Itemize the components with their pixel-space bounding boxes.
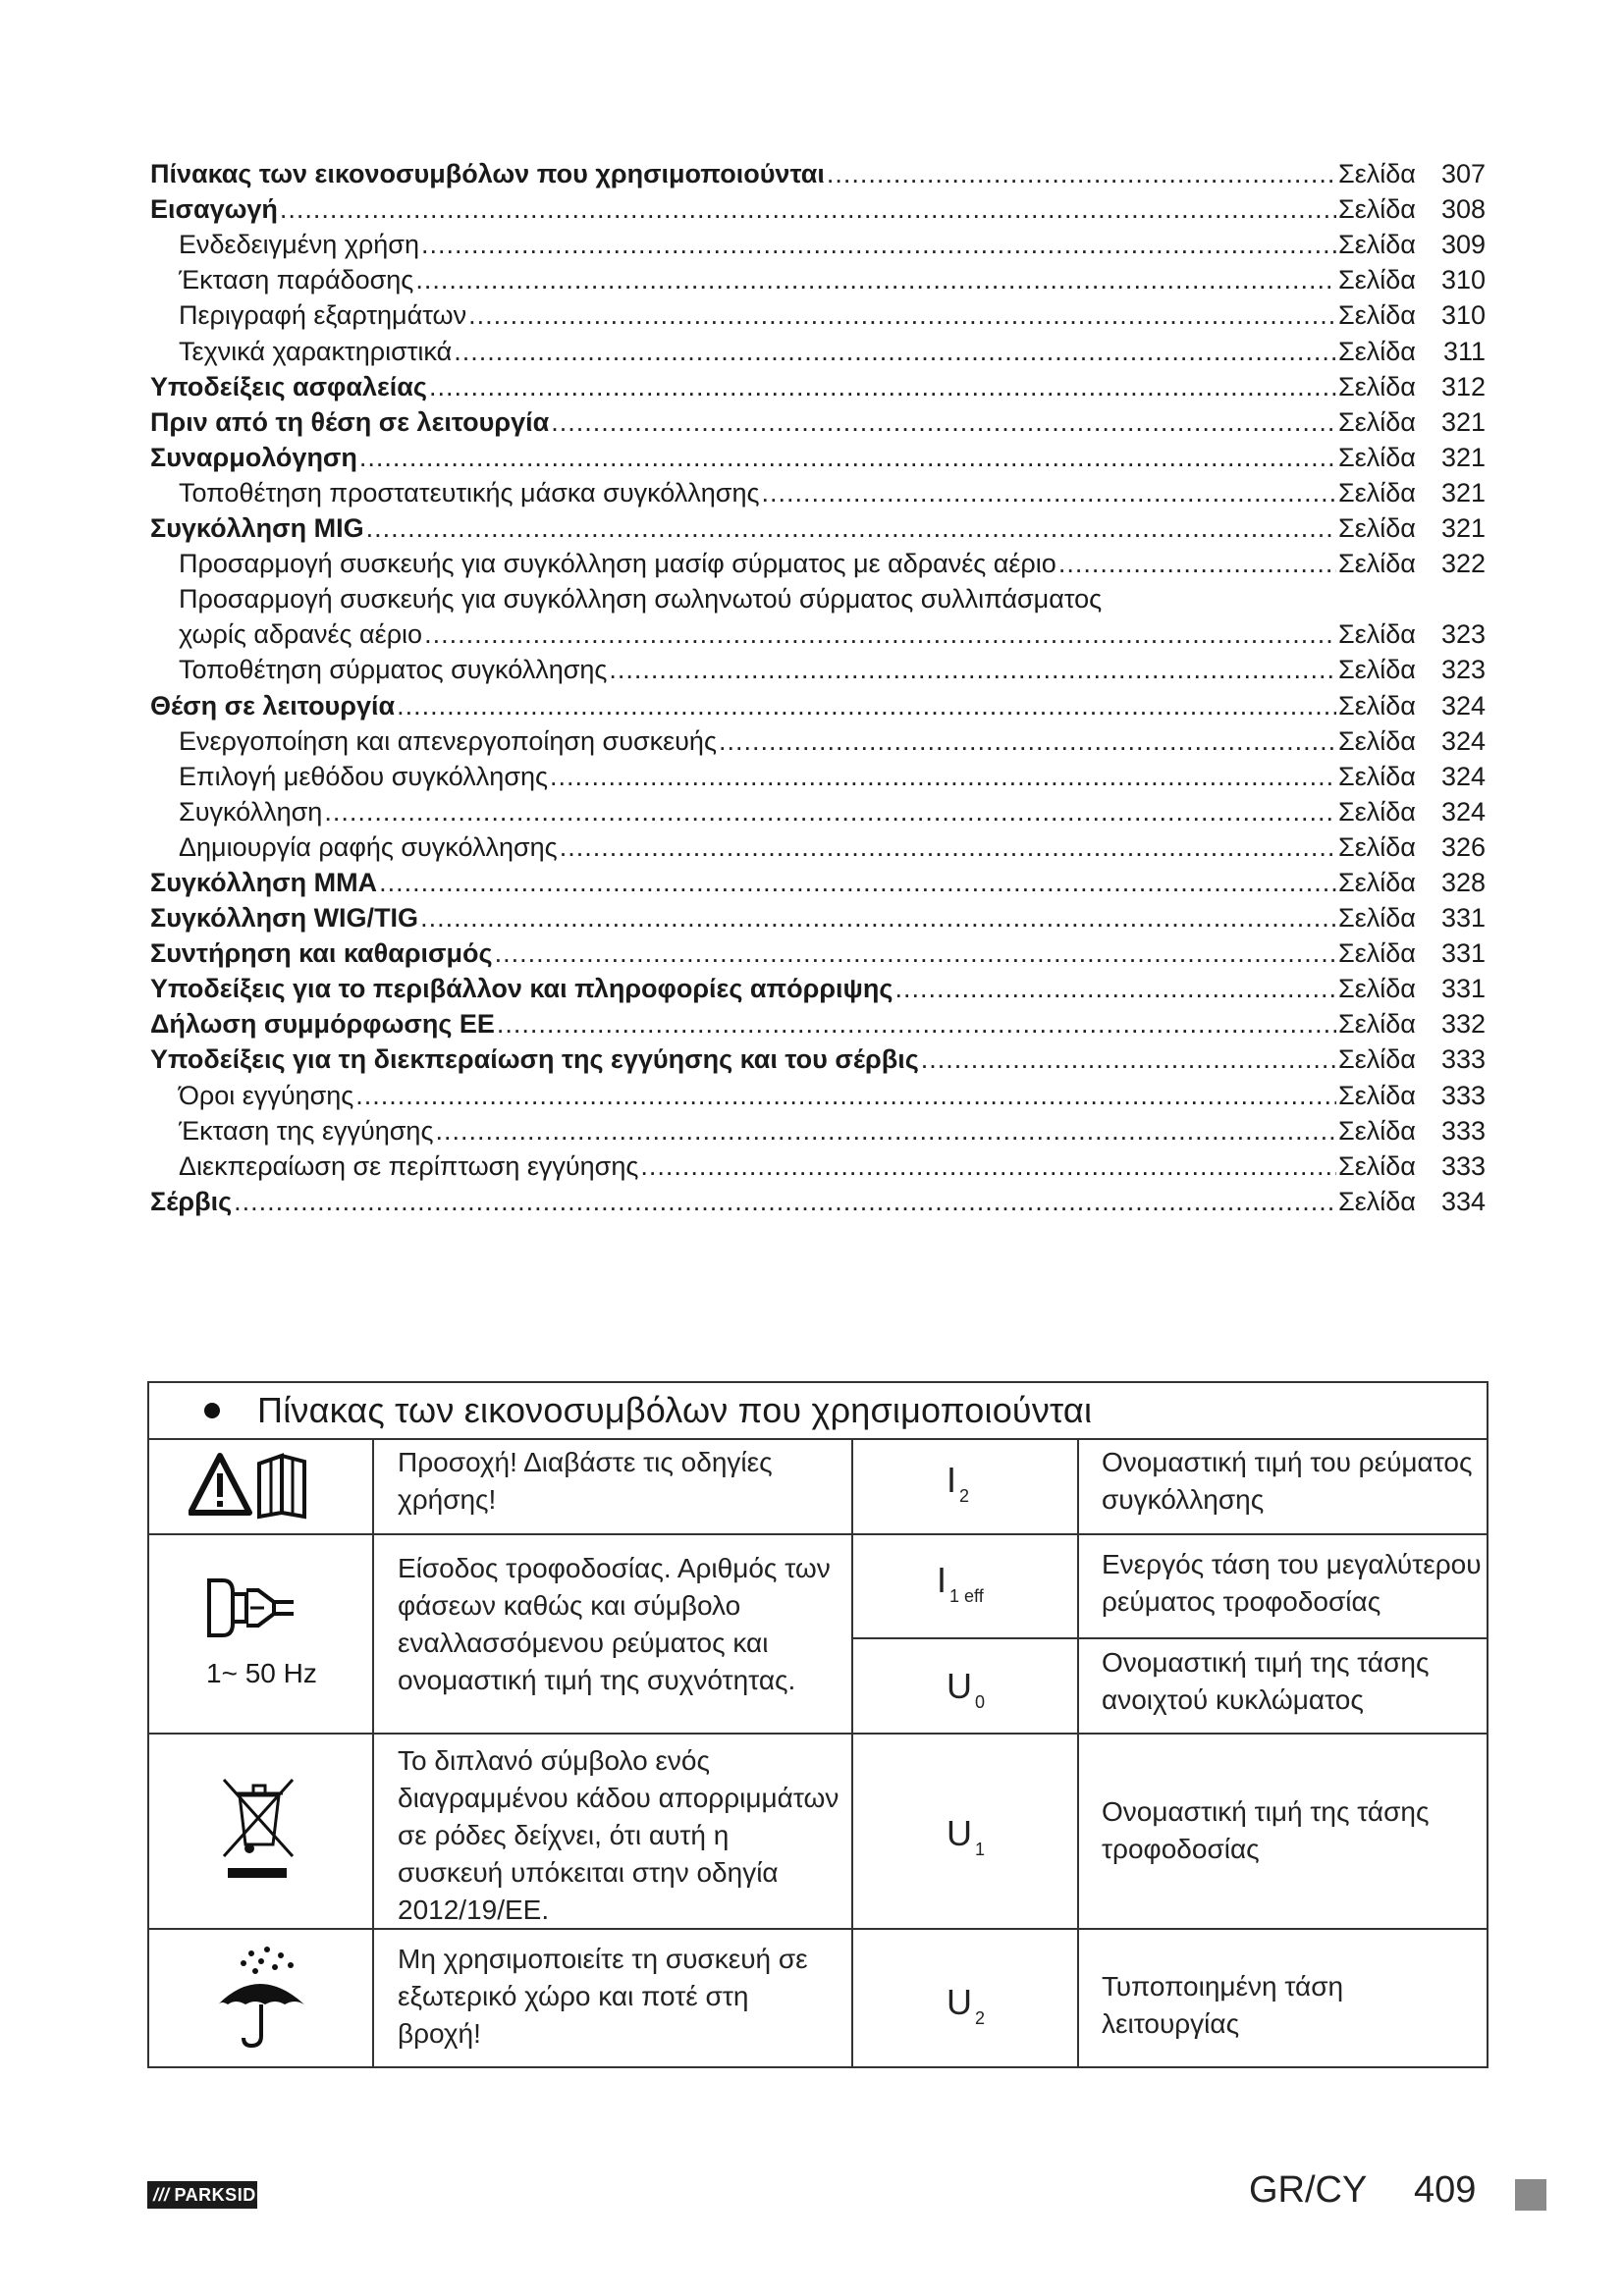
toc-dot-leader xyxy=(397,691,1336,721)
toc-page-number: 333 xyxy=(1440,1044,1486,1075)
toc-entry-title: Συγκόλληση xyxy=(179,796,323,827)
toc-page-label: Σελίδα xyxy=(1338,1080,1416,1110)
toc-entry-title: Συγκόλληση MIG xyxy=(150,513,364,544)
toc-page-number: 324 xyxy=(1440,761,1486,791)
symbol-table-header xyxy=(149,1383,1487,1440)
toc-entry xyxy=(150,402,1486,438)
toc-entry-title: Προσαρμογή συσκευής για συγκόλληση σωληνωτού σύρματος συλλιπάσματος xyxy=(179,584,1103,614)
symbol-code-u1: U $_1$ xyxy=(947,1813,986,1859)
toc-dot-leader xyxy=(609,655,1336,685)
toc-entry xyxy=(150,1147,1486,1182)
toc-entry xyxy=(150,154,1486,189)
toc-dot-leader xyxy=(435,1116,1336,1147)
toc-dot-leader xyxy=(454,337,1336,367)
toc-page-number: 331 xyxy=(1440,974,1486,1004)
power-plug-icon xyxy=(203,1573,301,1641)
toc-page-number: 328 xyxy=(1440,867,1486,897)
toc-entry-title: Διεκπεραίωση σε περίπτωση εγγύησης xyxy=(179,1150,639,1181)
toc-dot-leader xyxy=(420,903,1336,934)
footer-marker-square xyxy=(1515,2179,1546,2211)
toc-page-label: Σελίδα xyxy=(1338,974,1416,1004)
symbol-desc-umbrella: Μη χρησιμοποιείτε τη συσκευή σε εξωτερικό χώρο και ποτέ στη βροχή! xyxy=(398,1944,808,2049)
symbol-desc-u2: Τυποποιημένη τάση λειτουργίας xyxy=(1102,1971,1344,2039)
toc-entry-title: Υποδείξεις για τη διεκπεραίωση της εγγύησης και του σέρβις xyxy=(150,1044,919,1075)
toc-dot-leader xyxy=(551,407,1336,438)
symbol-table-title: Πίνακας των εικονοσυμβόλων που χρησιμοποιούνται xyxy=(257,1390,1093,1430)
toc-dot-leader xyxy=(761,478,1336,508)
toc-page-label: Σελίδα xyxy=(1338,230,1416,260)
symbol-code-i1eff: I $_{1 eff}$ xyxy=(937,1560,984,1606)
toc-entry xyxy=(150,473,1486,508)
toc-dot-leader xyxy=(421,230,1336,260)
toc-dot-leader xyxy=(827,159,1336,189)
toc-entry-title: χωρίς αδρανές αέριο xyxy=(179,619,423,650)
toc-entry-title: Ενεργοποίηση και απενεργοποίηση συσκευής xyxy=(179,725,717,756)
symbol-desc-u1: Ονομαστική τιμή της τάσης τροφοδοσίας xyxy=(1102,1796,1430,1864)
toc-page-number: 332 xyxy=(1440,1009,1486,1040)
toc-entry-title: Προσαρμογή συσκευής για συγκόλληση μασίφ σύρματος με αδρανές αέριο xyxy=(179,549,1056,579)
toc-entry xyxy=(150,792,1486,828)
toc-dot-leader xyxy=(424,619,1336,650)
toc-page-label: Σελίδα xyxy=(1338,406,1416,437)
toc-dot-leader xyxy=(379,868,1336,898)
toc-page-label: Σελίδα xyxy=(1338,300,1416,331)
toc-dot-leader xyxy=(280,194,1336,225)
toc-entry xyxy=(150,757,1486,792)
toc-page-number: 331 xyxy=(1440,938,1486,969)
toc-page-number: 310 xyxy=(1440,265,1486,295)
toc-entry-title: Συγκόλληση WIG/TIG xyxy=(150,903,419,934)
toc-page-number: 323 xyxy=(1440,655,1486,685)
toc-page-label: Σελίδα xyxy=(1338,619,1416,650)
symbol-desc-i1eff: Ενεργός τάση του μεγαλύτερου ρεύματος τροφοδοσίας xyxy=(1102,1549,1482,1617)
toc-entry-title: Ενδεδειγμένη χρήση xyxy=(179,230,419,260)
toc-page-number: 312 xyxy=(1440,371,1486,401)
toc-entry-title: Περιγραφή εξαρτημάτων xyxy=(179,300,467,331)
toc-entry-title: Συγκόλληση MMA xyxy=(150,867,378,897)
toc-page-label: Σελίδα xyxy=(1338,336,1416,366)
toc-page-number: 321 xyxy=(1440,442,1486,472)
toc-page-label: Σελίδα xyxy=(1338,725,1416,756)
toc-entry-title: Δήλωση συμμόρφωσης ΕΕ xyxy=(150,1009,495,1040)
toc-page-number: 333 xyxy=(1440,1150,1486,1181)
toc-entry xyxy=(150,295,1486,331)
symbol-cell-power xyxy=(149,1535,372,1732)
toc-entry-title: Σέρβις xyxy=(150,1186,233,1216)
footer-locale: GR/CY xyxy=(1249,2169,1368,2211)
toc-page-label: Σελίδα xyxy=(1338,1150,1416,1181)
symbol-cell-warning xyxy=(149,1438,372,1533)
toc-page-number: 307 xyxy=(1440,159,1486,189)
toc-entry xyxy=(150,898,1486,934)
symbol-code-u2: U $_2$ xyxy=(947,1982,986,2028)
toc-page-label: Σελίδα xyxy=(1338,903,1416,934)
toc-dot-leader xyxy=(550,762,1336,792)
toc-page-number: 324 xyxy=(1440,796,1486,827)
toc-page-label: Σελίδα xyxy=(1338,796,1416,827)
symbol-code-i2: I $_2$ xyxy=(947,1460,970,1506)
toc-page-number: 311 xyxy=(1442,336,1486,366)
toc-page-number: 308 xyxy=(1440,194,1486,225)
toc-page-label: Σελίδα xyxy=(1338,938,1416,969)
toc-entry xyxy=(150,189,1486,225)
toc-entry xyxy=(150,1111,1486,1147)
toc-dot-leader xyxy=(359,443,1336,473)
toc-dot-leader xyxy=(324,797,1336,828)
toc-page-number: 333 xyxy=(1440,1115,1486,1146)
toc-entry-title: Επιλογή μεθόδου συγκόλλησης xyxy=(179,761,549,791)
toc-page-label: Σελίδα xyxy=(1338,194,1416,225)
toc-page-number: 331 xyxy=(1440,903,1486,934)
toc-dot-leader xyxy=(719,726,1336,757)
toc-dot-leader xyxy=(366,513,1336,544)
toc-page-label: Σελίδα xyxy=(1338,442,1416,472)
toc-page-label: Σελίδα xyxy=(1338,1009,1416,1040)
toc-entry-title: Δημιουργία ραφής συγκόλλησης xyxy=(179,831,558,862)
toc-entry xyxy=(150,508,1486,544)
toc-page-number: 333 xyxy=(1440,1080,1486,1110)
toc-page-label: Σελίδα xyxy=(1338,265,1416,295)
toc-dot-leader xyxy=(234,1187,1336,1217)
toc-page-label: Σελίδα xyxy=(1338,159,1416,189)
toc-entry-title: Έκταση της εγγύησης xyxy=(179,1115,434,1146)
bullet-icon xyxy=(204,1403,220,1418)
toc-entry xyxy=(150,614,1486,650)
parkside-logo: /// PARKSIDE xyxy=(147,2181,257,2209)
symbol-desc-warning: Προσοχή! Διαβάστε τις οδηγίες χρήσης! xyxy=(398,1447,773,1515)
toc-entry xyxy=(150,650,1486,685)
toc-entry xyxy=(150,969,1486,1004)
toc-entry-title: Όροι εγγύησης xyxy=(179,1080,354,1110)
footer-page-number: 409 xyxy=(1414,2169,1477,2211)
toc-page-label: Σελίδα xyxy=(1338,831,1416,862)
toc-page-label: Σελίδα xyxy=(1338,549,1416,579)
toc-entry-title: Τοποθέτηση προστατευτικής μάσκα συγκόλλησης xyxy=(179,477,760,507)
toc-page-number: 321 xyxy=(1440,406,1486,437)
crossed-bin-icon xyxy=(218,1774,306,1882)
toc-entry xyxy=(150,863,1486,898)
toc-entry xyxy=(150,934,1486,969)
toc-entry xyxy=(150,579,1486,614)
toc-entry-title: Συντήρηση και καθαρισμός xyxy=(150,938,493,969)
toc-page-number: 321 xyxy=(1440,513,1486,544)
toc-entry-title: Θέση σε λειτουργία xyxy=(150,690,396,721)
toc-dot-leader xyxy=(1058,549,1336,579)
toc-entry xyxy=(150,828,1486,863)
symbol-table xyxy=(147,1381,1489,2068)
toc-page-label: Σελίδα xyxy=(1338,690,1416,721)
toc-entry-title: Τεχνικά χαρακτηριστικά xyxy=(179,336,453,366)
toc-page-label: Σελίδα xyxy=(1338,761,1416,791)
toc-page-label: Σελίδα xyxy=(1338,655,1416,685)
toc-dot-leader xyxy=(355,1081,1336,1111)
umbrella-rain-icon xyxy=(210,1942,318,2050)
power-caption: 1~ 50 Hz xyxy=(206,1658,317,1688)
toc-entry xyxy=(150,1182,1486,1217)
toc-dot-leader xyxy=(497,1009,1336,1040)
toc-dot-leader xyxy=(640,1151,1336,1182)
symbol-desc-power: Είσοδος τροφοδοσίας. Αριθμός των φάσεων καθώς και σύμβολο εναλλασσόμενου ρεύματος και ονομαστική τιμή της συχνότητας. xyxy=(398,1553,831,1695)
toc-entry xyxy=(150,1004,1486,1040)
toc-entry-title: Συναρμολόγηση xyxy=(150,442,357,472)
toc-entry-title: Υποδείξεις ασφαλείας xyxy=(150,371,427,401)
toc-page-number: 309 xyxy=(1440,230,1486,260)
toc-entry-title: Πίνακας των εικονοσυμβόλων που χρησιμοποιούνται xyxy=(150,159,825,189)
toc-page-number: 326 xyxy=(1440,831,1486,862)
toc-entry xyxy=(150,260,1486,295)
toc-dot-leader xyxy=(921,1044,1336,1075)
toc-page-label: Σελίδα xyxy=(1338,513,1416,544)
toc-entry-title: Υποδείξεις για το περιβάλλον και πληροφορίες απόρριψης xyxy=(150,974,893,1004)
symbol-code-u0: U $_0$ xyxy=(947,1666,986,1712)
toc-entry-title: Τοποθέτηση σύρματος συγκόλλησης xyxy=(179,655,608,685)
toc-page-number: 310 xyxy=(1440,300,1486,331)
toc-entry xyxy=(150,544,1486,579)
toc-entry-title: Πριν από τη θέση σε λειτουργία xyxy=(150,406,550,437)
toc-dot-leader xyxy=(415,265,1336,295)
symbol-cell-bin xyxy=(149,1735,372,1928)
symbol-cell-umbrella xyxy=(149,1930,372,2066)
toc-page-number: 322 xyxy=(1440,549,1486,579)
toc-page-number: 334 xyxy=(1440,1186,1486,1216)
symbol-desc-u0: Ονομαστική τιμή της τάσης ανοιχτού κυκλώματος xyxy=(1102,1647,1430,1715)
symbol-desc-bin: Το διπλανό σύμβολο ενός διαγραμμένου κάδου απορριμμάτων σε ρόδες δείχνει, ότι αυτή η συσκευή υπόκειται στην οδηγία 2012/19/ΕΕ. xyxy=(398,1745,839,1925)
toc-entry xyxy=(150,331,1486,366)
toc-entry xyxy=(150,438,1486,473)
toc-page-label: Σελίδα xyxy=(1338,1044,1416,1075)
toc-page-label: Σελίδα xyxy=(1338,1186,1416,1216)
toc-dot-leader xyxy=(560,832,1336,863)
toc-page-number: 324 xyxy=(1440,690,1486,721)
toc-page-label: Σελίδα xyxy=(1338,371,1416,401)
toc-dot-leader xyxy=(429,372,1336,402)
symbol-desc-i2: Ονομαστική τιμή του ρεύματος συγκόλλησης xyxy=(1102,1447,1473,1515)
toc-page-label: Σελίδα xyxy=(1338,477,1416,507)
toc-dot-leader xyxy=(468,300,1336,331)
toc-entry xyxy=(150,225,1486,260)
toc-entry-title: Έκταση παράδοσης xyxy=(179,265,414,295)
toc-entry xyxy=(150,685,1486,721)
toc-page-number: 321 xyxy=(1440,477,1486,507)
warning-manual-icon xyxy=(189,1452,346,1521)
toc-entry xyxy=(150,1040,1486,1075)
toc-page-number: 324 xyxy=(1440,725,1486,756)
toc-entry xyxy=(150,1075,1486,1110)
toc-entry xyxy=(150,721,1486,757)
table-of-contents xyxy=(150,154,1486,1217)
toc-page-number: 323 xyxy=(1440,619,1486,650)
toc-page-label: Σελίδα xyxy=(1338,867,1416,897)
toc-dot-leader xyxy=(495,938,1336,969)
toc-page-label: Σελίδα xyxy=(1338,1115,1416,1146)
toc-dot-leader xyxy=(894,974,1336,1004)
toc-entry xyxy=(150,367,1486,402)
toc-entry-title: Εισαγωγή xyxy=(150,194,278,225)
